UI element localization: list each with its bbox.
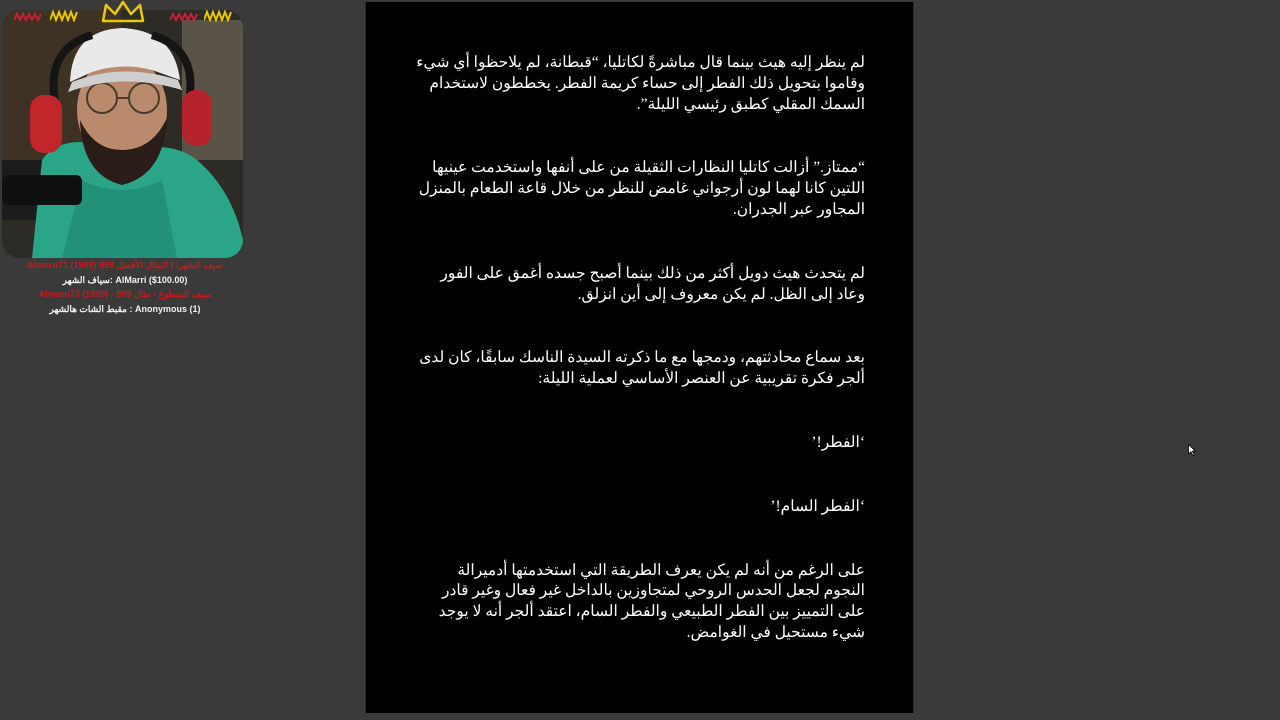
- paragraph-2: “ممتاز.” أزالت كاتليا النظارات الثقيلة من على أنفها واستخدمت عينيها اللتين كانا لهما لون أرجواني غامض للنظر من خلال قاعة الطعام بالمنزل المجاور عبر الجدران.: [418, 159, 865, 218]
- stat-line-1: Almaru71 (1999) سيف الشهر: | المثال الأفضل 999: [26, 260, 224, 270]
- paragraph-4: بعد سماع محادثتهم، ودمجها مع ما ذكرته السيدة الناسك سابقًا، كان لدى ألجر فكرة تقريبية عن العنصر الأساسي لعملية الليلة:: [419, 349, 865, 388]
- crown-icon: [100, 0, 146, 24]
- red-pattern-icon: [14, 8, 42, 22]
- paragraph-7: على الرغم من أنه لم يكن يعرف الطريقة التي استخدمتها أدميرالة النجوم لجعل الحدس الروحي لمتجاوزين بالداخل غير فعال وغير قادر على التمييز بين الفطر الطبيعي والفطر السام، اعتقد ألجر أنه لا يوجد شيء مستحيل في الغوامض.: [438, 561, 865, 641]
- stat-line-2: سياف الشهر: AlMarri ($100.00): [62, 274, 188, 285]
- paragraph-3: لم يتحدث هيث دويل أكثر من ذلك بينما أصبح جسده أغمق على الفور وعاد إلى الظل. لم يكن معروف إلى أين انزلق.: [440, 264, 865, 303]
- gold-pattern-icon: [50, 8, 78, 22]
- document-body: [416, 53, 865, 644]
- webcam-feed: [2, 10, 243, 258]
- red-pattern-icon: [170, 8, 198, 22]
- stat-line-4: مقبط الشات هالشهر : Anonymous (1): [49, 303, 201, 314]
- stat-line-3: Almaru73 (1999) - سيف المتطوع - مثال 999: [38, 289, 212, 299]
- gold-pattern-icon: [204, 8, 232, 22]
- paragraph-5: ‘الفطر!’: [811, 433, 865, 451]
- streamer-overlay: [0, 0, 250, 320]
- mouse-pointer-icon: [1188, 444, 1196, 456]
- paragraph-6: ‘الفطر السام!’: [770, 497, 865, 515]
- document-page: [365, 2, 914, 713]
- paragraph-1: لم ينظر إليه هيث بينما قال مباشرةً لكاتليا، “قبطانة، لم يلاحظوا أي شيء وقاموا بتحويل ذلك الفطر إلى حساء كريمة الفطر. يخططون لاستخدام السمك المقلي كطبق رئيسي الليلة”.: [416, 54, 865, 113]
- stream-stats: [0, 258, 250, 316]
